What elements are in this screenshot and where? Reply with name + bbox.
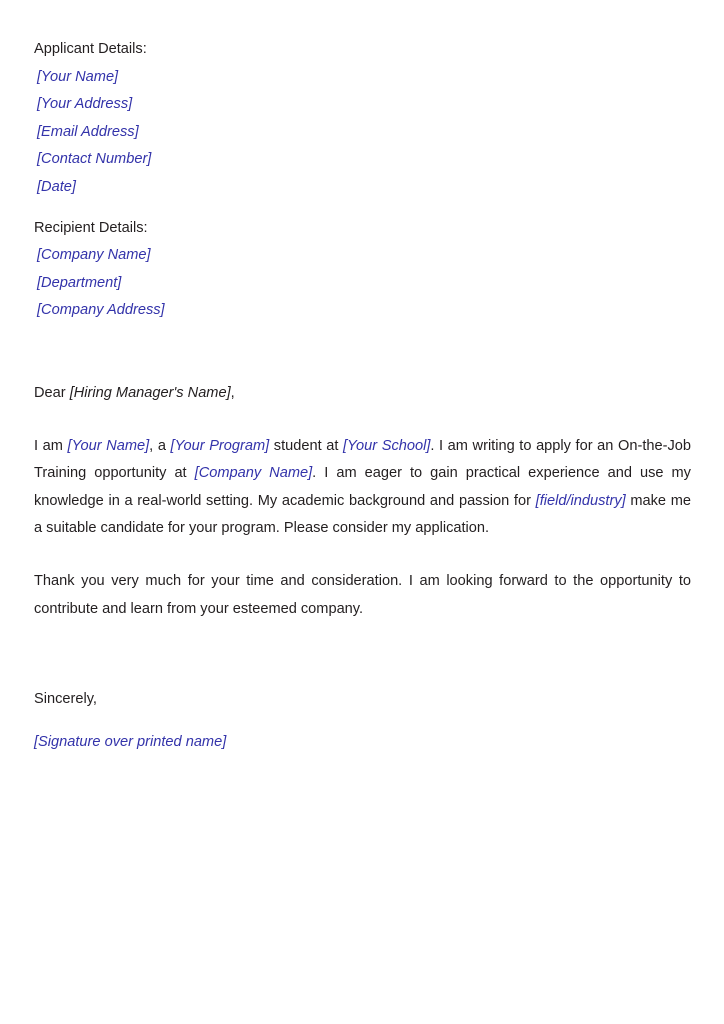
placeholder-hiring-manager-name[interactable]: [Hiring Manager's Name] bbox=[69, 384, 231, 401]
applicant-details-block bbox=[34, 36, 691, 202]
spacer-after-applicant bbox=[34, 202, 691, 215]
placeholder-your-address[interactable]: [Your Address] bbox=[37, 96, 133, 113]
placeholder-your-name[interactable]: [Your Name] bbox=[37, 68, 119, 85]
salutation-greeting: Dear bbox=[34, 384, 70, 401]
body-paragraph-1 bbox=[34, 433, 691, 543]
p1-text-4: . I am writing to apply for an On-the-Job Training opportunity at bbox=[34, 437, 691, 482]
placeholder-your-name-inline[interactable]: [Your Name] bbox=[67, 437, 150, 454]
recipient-details-heading: Recipient Details: bbox=[34, 219, 148, 236]
placeholder-your-program-inline[interactable]: [Your Program] bbox=[170, 437, 270, 454]
placeholder-signature-over-printed-name[interactable]: [Signature over printed name] bbox=[34, 733, 227, 750]
spacer-before-signature bbox=[34, 714, 691, 729]
p1-text-2: , a bbox=[149, 437, 171, 454]
spacer-before-paragraph-1 bbox=[34, 408, 691, 433]
placeholder-department[interactable]: [Department] bbox=[37, 274, 122, 291]
spacer-between-paragraphs bbox=[34, 543, 691, 568]
salutation-line bbox=[34, 380, 691, 408]
placeholder-company-address[interactable]: [Company Address] bbox=[37, 302, 165, 319]
placeholder-email-address[interactable]: [Email Address] bbox=[37, 123, 139, 140]
body-paragraph-2: Thank you very much for your time and consideration. I am looking forward to the opportunity to contribute and learn from your esteemed company. bbox=[34, 572, 691, 617]
placeholder-field-industry-inline[interactable]: [field/industry] bbox=[535, 492, 626, 509]
closing-signoff: Sincerely, bbox=[34, 691, 97, 708]
placeholder-contact-number[interactable]: [Contact Number] bbox=[37, 151, 152, 168]
p1-text-5: . I am eager to gain practical experience and use my knowledge in a real-world setting. My academic background and passion for bbox=[34, 465, 691, 509]
placeholder-date[interactable]: [Date] bbox=[37, 178, 76, 195]
letter-body bbox=[34, 36, 691, 756]
salutation-punctuation: , bbox=[230, 384, 235, 401]
applicant-details-heading: Applicant Details: bbox=[34, 41, 147, 57]
p1-text-1: I am bbox=[34, 437, 68, 454]
placeholder-company-name-inline[interactable]: [Company Name] bbox=[194, 465, 313, 482]
p1-text-3: student at bbox=[269, 437, 344, 454]
spacer-before-salutation bbox=[34, 325, 691, 380]
p1-text-6: make me a suitable candidate for your program. Please consider my application. bbox=[34, 492, 691, 537]
placeholder-your-school-inline[interactable]: [Your School] bbox=[343, 437, 431, 454]
spacer-before-closing bbox=[34, 623, 691, 686]
placeholder-company-name[interactable]: [Company Name] bbox=[37, 247, 151, 264]
recipient-details-block bbox=[34, 215, 691, 325]
